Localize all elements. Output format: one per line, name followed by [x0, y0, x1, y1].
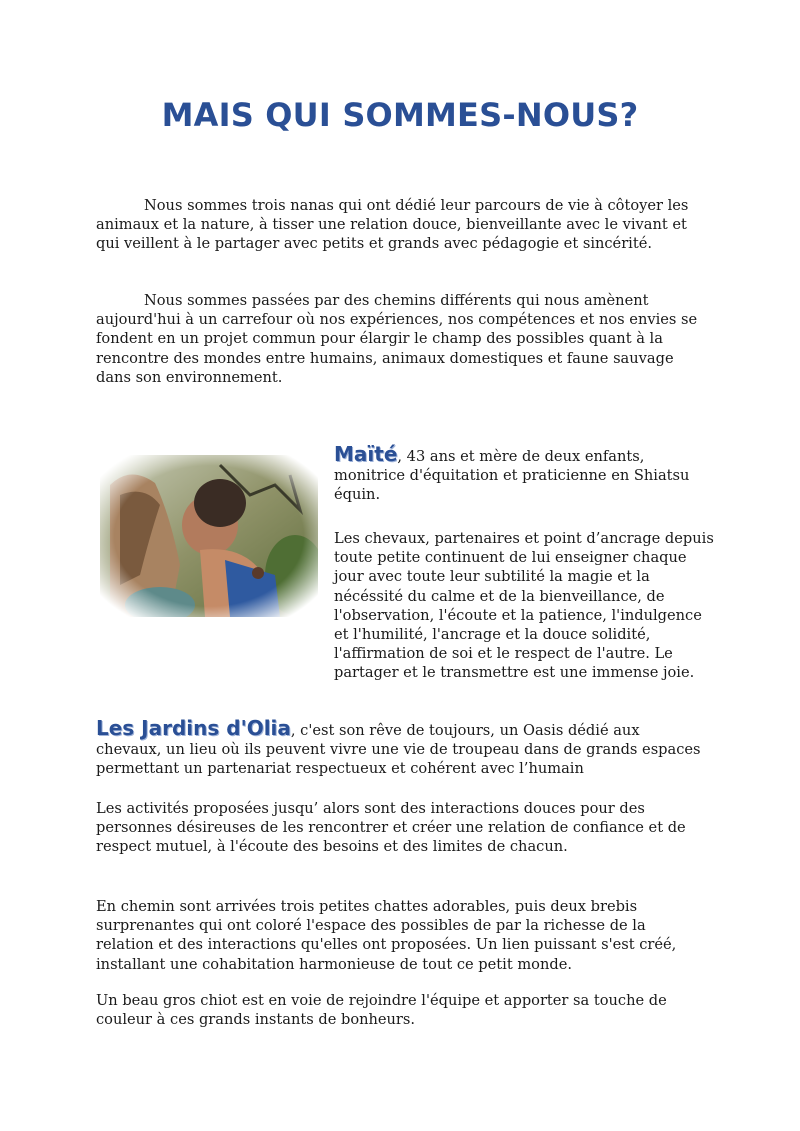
maite-summary-text: , 43 ans et mère de deux enfants, monitrice d'équitation et praticienne en Shiatsu équin.: [334, 448, 690, 504]
activities-paragraph: Les activités proposées jusqu’ alors sont des interactions douces pour des personnes désireuses de les rencontrer et créer une relation de confiance et de respect mutuel, à l'écoute des besoins et des limites de chacun.: [96, 800, 686, 856]
page-title: MAIS QUI SOMMES-NOUS?: [161, 96, 639, 134]
maite-name: Maïté: [334, 442, 398, 466]
intro-paragraph-2: Nous sommes passées par des chemins différents qui nous amènent aujourd'hui à un carrefour où nos expériences, nos compétences et nos envies se fondent en un projet commun pour élargir le champ des possibles quant à la rencontre des mondes entre humains, animaux domestiques et faune sauvage dans son environnement.: [96, 292, 698, 386]
jardins-name: Les Jardins d'Olia: [96, 716, 291, 740]
animals-paragraph: En chemin sont arrivées trois petites chattes adorables, puis deux brebis surprenantes qui ont coloré l'espace des possibles de par la richesse de la relation et des interactions qu'elles ont proposées. Un lien puissant s'est créé, installant une cohabitation harmonieuse de tout ce petit monde.: [96, 898, 677, 973]
puppy-paragraph: Un beau gros chiot est en voie de rejoindre l'équipe et apporter sa touche de couleur à ces grands instants de bonheurs.: [96, 992, 667, 1029]
jardins-paragraph: [96, 716, 706, 779]
jardins-text: , c'est son rêve de toujours, un Oasis dédié aux chevaux, un lieu où ils peuvent vivre une vie de troupeau dans de grands espaces permettant un partenariat respectueux et cohérent avec l’humain: [96, 722, 701, 778]
maite-bio: Les chevaux, partenaires et point d’ancrage depuis toute petite continuent de lui enseigner chaque jour avec toute leur subtilité la magie et la nécéssité du calme et de la bienveillance, de l'observation, l'écoute et la patience, l'indulgence et l'humilité, l'ancrage et la douce solidité, l'affirmation de soi et le respect de l'autre. Le partager et le transmettre est une immense joie.: [334, 530, 714, 682]
horse-kiss-photo: [100, 455, 318, 617]
intro-paragraph-1: Nous sommes trois nanas qui ont dédié leur parcours de vie à côtoyer les animaux et la nature, à tisser une relation douce, bienveillante avec le vivant et qui veillent à le partager avec petits et grands avec pédagogie et sincérité.: [96, 197, 689, 253]
maite-summary: [334, 442, 714, 505]
